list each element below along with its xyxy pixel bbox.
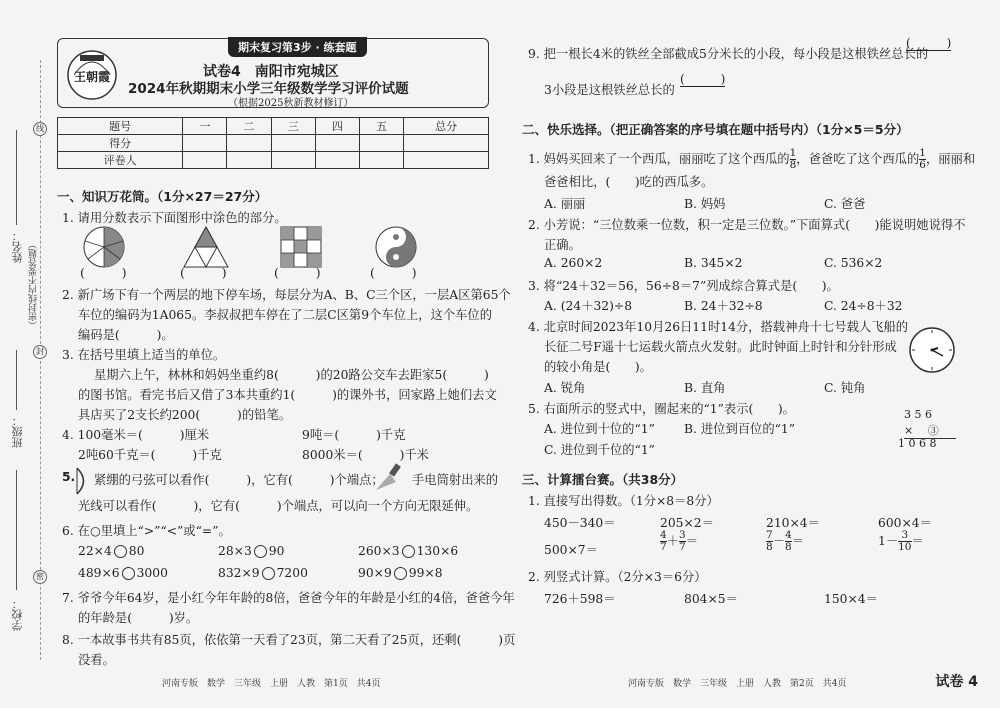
option[interactable]: C. 爸爸 <box>824 197 866 211</box>
table-cell[interactable] <box>271 135 315 152</box>
answer-blank[interactable]: ( ) <box>370 266 417 280</box>
seal-char: 封 <box>33 345 47 359</box>
choice-2: 2. 小芳说：“三位数乘一位数，积一定是三位数。”下面算式( )能说明她说得不 <box>528 218 966 232</box>
calc-item: 500×7＝ <box>544 543 598 557</box>
score-table <box>57 117 489 169</box>
question-3: 3. 在括号里填上适当的单位。 <box>62 348 226 362</box>
class-line <box>16 350 17 410</box>
option[interactable]: C. 24÷8＋32 <box>824 299 903 313</box>
table-cell[interactable] <box>227 152 271 169</box>
table-header: 五 <box>360 118 404 135</box>
option[interactable]: A. 丽丽 <box>544 197 586 211</box>
compare-item <box>78 566 168 580</box>
calc-frac-item: $\frac{4}{7}$ ＋ $\frac{3}{7}$ ＝ <box>660 529 698 553</box>
compare-circle[interactable] <box>254 545 267 558</box>
name-label: 姓名： <box>11 230 24 263</box>
answer-blank[interactable]: ( ) <box>180 266 227 280</box>
question-8-line: 没看。 <box>78 653 115 667</box>
question-3-line: 具店买了2支长约200( )的铅笔。 <box>78 408 292 422</box>
table-cell[interactable] <box>360 152 404 169</box>
option[interactable]: B. 进位到百位的“1” <box>684 422 796 436</box>
table-cell[interactable] <box>227 135 271 152</box>
bow-icon <box>74 466 90 496</box>
logo-text: 王朝霞 <box>73 70 111 84</box>
compare-item <box>358 544 458 558</box>
compare-left: 489×6 <box>78 566 120 580</box>
question-8: 8. 一本故事书共有85页，依依第一天看了23页，第二天看了25页，还剩( )页 <box>62 633 516 647</box>
question-2: 2. 新广场下有一个两层的地下停车场，每层分为A、B、C三个区，一层A区第65个 <box>62 288 511 302</box>
question-2-line: 车位的编码为1A065。李叔叔把车停在了二层C区第9个车位上，这个车位的 <box>78 308 493 322</box>
compare-left: 260×3 <box>358 544 400 558</box>
seal-char: 线 <box>33 122 47 136</box>
flashlight-icon <box>374 462 408 492</box>
footer-right: 河南专版 数学 三年级 上册 人教 第2页 共4页 <box>628 679 847 689</box>
compare-circle[interactable] <box>122 567 135 580</box>
frac-bottom <box>680 87 725 101</box>
section-2-title: 二、快乐选择。（把正确答案的序号填在题中括号内）（1分×5＝5分） <box>522 122 909 137</box>
calc-item: 600×4＝ <box>878 516 932 530</box>
compare-item <box>358 566 443 580</box>
compare-right: 99×8 <box>408 566 443 580</box>
paper-number: 试卷 4 <box>935 674 978 690</box>
choice-4: 4. 北京时间2023年10月26日11时14分，搭载神舟十七号载人飞船的 <box>528 320 909 334</box>
question-2-line: 编码是( )。 <box>78 328 174 342</box>
compare-right: 3000 <box>136 566 168 580</box>
table-cell[interactable] <box>183 135 227 152</box>
table-header: 一 <box>183 118 227 135</box>
compare-item <box>218 566 308 580</box>
answer-blank[interactable]: ( ) <box>80 266 127 280</box>
answer-fraction[interactable] <box>680 72 725 101</box>
compare-right: 90 <box>268 544 285 558</box>
question-4: 4. 100毫米＝( )厘米 <box>62 428 210 442</box>
option[interactable]: A. 锐角 <box>544 381 586 395</box>
question-5-line: 光线可以看作( )，它有( )个端点，可以向一个方向无限延伸。 <box>78 499 479 513</box>
exam-header <box>57 38 489 108</box>
class-label: 班级： <box>11 415 24 448</box>
table-cell[interactable] <box>360 135 404 152</box>
choice-1-text-c: ，丽丽和 <box>925 152 976 166</box>
compare-circle[interactable] <box>262 567 275 580</box>
question-4-item: 9吨＝( )千克 <box>302 428 406 442</box>
table-cell[interactable] <box>271 152 315 169</box>
seal-char: 密 <box>33 570 47 584</box>
option[interactable]: B. 妈妈 <box>684 197 726 211</box>
option[interactable]: B. 24＋32÷8 <box>684 299 763 313</box>
calc-item: 205×2＝ <box>660 516 714 530</box>
compare-right: 80 <box>128 544 145 558</box>
publisher-logo <box>64 45 120 101</box>
compare-left: 22×4 <box>78 544 112 558</box>
table-cell[interactable] <box>183 152 227 169</box>
calc-frac-item: 1－ $\frac{3}{10}$ ＝ <box>878 529 924 553</box>
table-cell[interactable] <box>315 135 359 152</box>
vertical-calc-line: × ③ <box>904 422 956 439</box>
answer-blank[interactable]: ( ) <box>274 266 321 280</box>
choice-3: 3. 将“24＋32＝56，56÷8＝7”列成综合算式是( )。 <box>528 279 839 293</box>
name-line <box>16 130 17 225</box>
question-1: 1. 请用分数表示下面图形中涂色的部分。 <box>62 211 287 225</box>
compare-circle[interactable] <box>114 545 127 558</box>
question-5-line: 紧绷的弓弦可以看作( )，它有( )个端点； <box>94 473 384 487</box>
compare-right: 7200 <box>276 566 308 580</box>
option[interactable]: B. 直角 <box>684 381 726 395</box>
page-left <box>52 0 516 708</box>
choice-1 <box>528 148 975 171</box>
compare-circle[interactable] <box>402 545 415 558</box>
binding-margin <box>0 0 50 708</box>
option[interactable]: C. 536×2 <box>824 256 883 270</box>
compare-item <box>78 544 144 558</box>
choice-1-text-b: ，爸爸吃了这个西瓜的 <box>796 152 920 166</box>
fraction-1-8: $\frac{1}{8}$ <box>789 147 797 171</box>
calc-item: 450－340＝ <box>544 516 616 530</box>
option[interactable]: C. 钝角 <box>824 381 866 395</box>
frac-bottom <box>906 51 951 65</box>
calc-item: 726＋598＝ <box>544 592 616 606</box>
table-cell[interactable] <box>404 135 489 152</box>
compare-right: 130×6 <box>416 544 459 558</box>
table-header: 四 <box>315 118 359 135</box>
choice-4-line: 长征二号F遥十七运载火箭点火发射。此时钟面上时针和分针形成 <box>544 340 897 354</box>
question-7-line: 的年龄是( )岁。 <box>78 611 199 625</box>
page-right <box>518 0 978 708</box>
question-6: 6. 在○里填上“>”“<”或“=”。 <box>62 524 231 538</box>
row-label: 得分 <box>58 135 183 152</box>
section-1-title: 一、知识万花筒。（1分×27＝27分） <box>57 189 268 204</box>
question-4-item: 2吨60千克＝( )千克 <box>78 448 222 462</box>
answer-fraction[interactable] <box>906 36 951 65</box>
school-line <box>16 470 17 590</box>
choice-1-line: 爸爸相比，( )吃的西瓜多。 <box>544 175 714 189</box>
calc-1: 1. 直接写出得数。（1分×8＝8分） <box>528 494 719 508</box>
compare-left: 832×9 <box>218 566 260 580</box>
school-label: 学校： <box>11 598 24 631</box>
vertical-calc-line: 3 5 6 <box>904 408 932 421</box>
choice-5: 5. 右面所示的竖式中，圈起来的“1”表示( )。 <box>528 402 795 416</box>
table-header: 题号 <box>58 118 183 135</box>
footer-left: 河南专版 数学 三年级 上册 人教 第1页 共4页 <box>162 679 381 689</box>
table-header: 总分 <box>404 118 489 135</box>
fraction-1-6: $\frac{1}{6}$ <box>919 147 926 171</box>
compare-item <box>218 544 284 558</box>
vertical-calc-line: 1 0 6 8 <box>898 437 937 450</box>
table-header: 三 <box>271 118 315 135</box>
option[interactable]: A. 进位到十位的“1” <box>544 422 655 436</box>
seal-warning: （密封线内不要答题） <box>29 240 39 330</box>
compare-left: 90×9 <box>358 566 392 580</box>
option[interactable]: C. 进位到千位的“1” <box>544 443 655 457</box>
step-badge: 期末复习第3步 · 练套题 <box>228 37 367 57</box>
calc-item: 210×4＝ <box>766 516 820 530</box>
calc-item: 150×4＝ <box>824 592 878 606</box>
calc-2: 2. 列竖式计算。（2分×3＝6分） <box>528 570 707 584</box>
question-5-line: 手电筒射出来的 <box>412 473 499 487</box>
exam-title: 2024年秋期期末小学三年级数学学习评价试题 <box>128 81 409 97</box>
choice-2-line: 正确。 <box>544 238 581 252</box>
choice-1-text-a: 1. 妈妈买回来了一个西瓜，丽丽吃了这个西瓜的 <box>528 152 790 166</box>
question-9-line: 3小段是这根铁丝总长的 <box>544 83 675 97</box>
question-5-number: 5. <box>62 470 76 484</box>
question-4-item: 8000米＝( )千米 <box>302 448 429 462</box>
frac-top: ( ) <box>906 36 952 50</box>
table-cell[interactable] <box>315 152 359 169</box>
table-header: 二 <box>227 118 271 135</box>
question-3-line: 的图书馆。看完书后又借了3本共重约1( )的课外书，回家路上她们去文 <box>78 388 497 402</box>
compare-circle[interactable] <box>394 567 407 580</box>
table-cell[interactable] <box>404 152 489 169</box>
calc-item: 804×5＝ <box>684 592 738 606</box>
exam-number: 试卷4 南阳市宛城区 <box>203 64 339 80</box>
option[interactable]: A. 260×2 <box>544 256 603 270</box>
option[interactable]: B. 345×2 <box>684 256 743 270</box>
row-label: 评卷人 <box>58 152 183 169</box>
frac-top: ( ) <box>680 72 726 86</box>
option[interactable]: A. (24＋32)÷8 <box>544 299 633 313</box>
exam-note: （根据2025秋新教材修订） <box>228 98 354 109</box>
section-3-title: 三、计算擂台赛。（共38分） <box>522 472 684 487</box>
question-9: 9. 把一根长4米的铁丝全部截成5分米长的小段，每小段是这根铁丝总长的 <box>528 47 929 61</box>
question-7: 7. 爷爷今年64岁，是小红今年年龄的8倍，爸爸今年的年龄是小红的4倍，爸爸今年 <box>62 591 515 605</box>
question-3-line: 星期六上午，林林和妈妈坐重约8( )的20路公交车去距家5( ) <box>94 368 489 382</box>
clock-icon <box>908 326 956 374</box>
calc-frac-item: $\frac{7}{8}$ － $\frac{4}{8}$ ＝ <box>766 529 804 553</box>
choice-4-line: 的较小角是( )。 <box>544 360 652 374</box>
compare-left: 28×3 <box>218 544 252 558</box>
